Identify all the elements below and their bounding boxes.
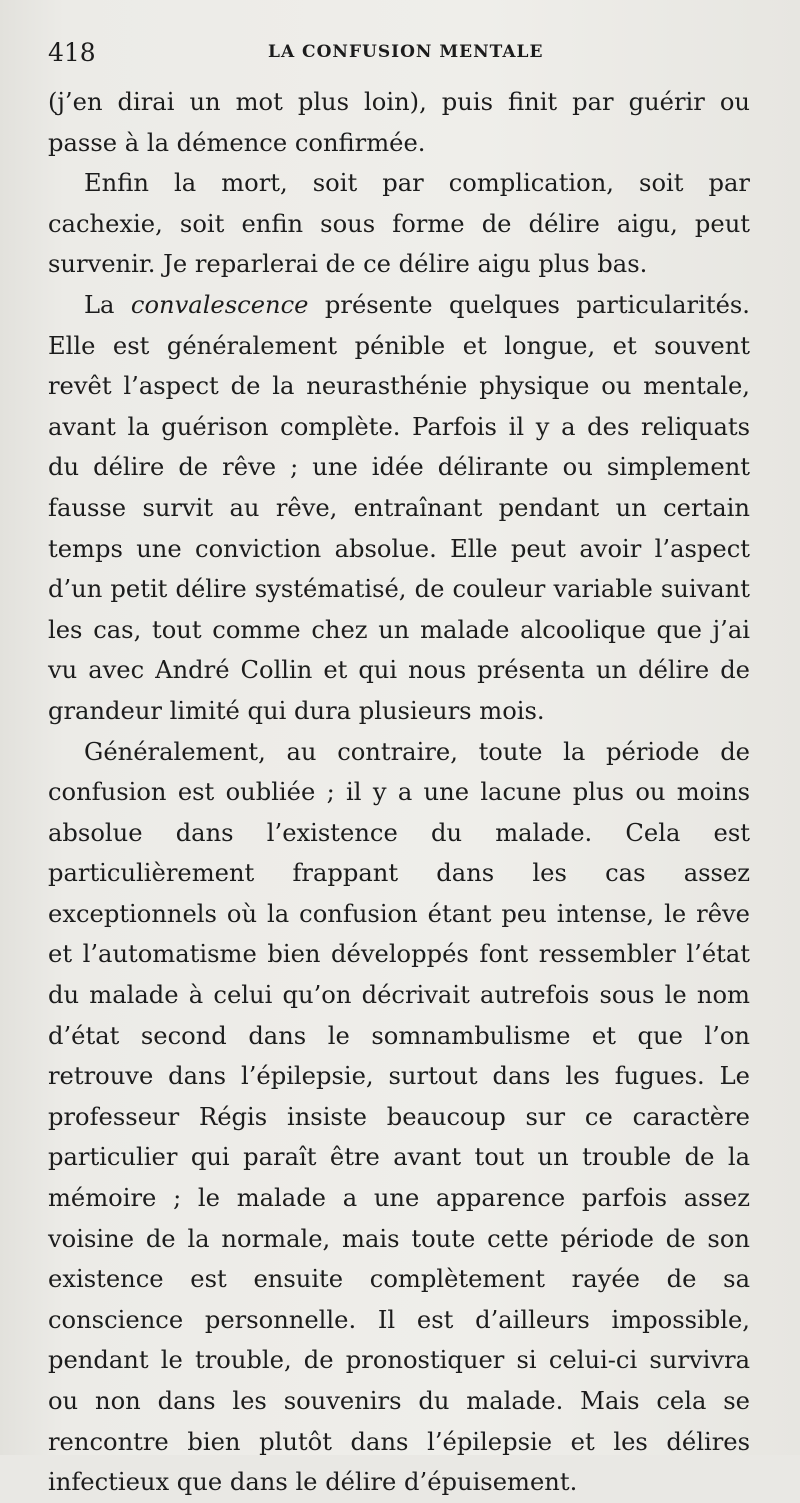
running-title: LA CONFUSION MENTALE (268, 42, 544, 62)
paragraph-text: Généralement, au contraire, toute la période de confusion est oubliée ; il y a une lacune plus ou moins absolue dans l’existence du malade. Cela est particulièrement frappant dans les cas assez exceptionnels où la confusion étant peu intense, le rêve et l’automatisme bien développés font ressembler l’état du malade à celui qu’on décrivait autrefois sous le nom d’état second dans le somnambulisme et que l’on retrouve dans l’épilepsie, surtout dans les fugues. Le professeur Régis insiste beaucoup sur ce caractère particulier qui paraît être avant tout un trouble de la mémoire ; le malade a une apparence parfois assez voisine de la normale, mais toute cette période de son existence est ensuite complètement rayée de sa conscience personnelle. Il est d’ailleurs impossible, pendant le trouble, de pronostiquer si celui-ci survivra ou non dans les souvenirs du malade. Mais cela se rencontre bien plutôt dans l’épilepsie et les délires infectieux que dans le délire d’épuisement. (48, 737, 750, 1497)
paragraph (48, 732, 750, 1503)
paragraph (48, 82, 750, 163)
paragraph-text: présente quelques particularités. Elle est généralement pénible et longue, et souvent revêt l’aspect de la neurasthénie physique ou mentale, avant la guérison complète. Parfois il y a des reliquats du délire de rêve ; une idée délirante ou simplement fausse survit au rêve, entraînant pendant un certain temps une conviction absolue. Elle peut avoir l’aspect d’un petit délire systématisé, de couleur variable suivant les cas, tout comme chez un malade alcoolique que j’ai vu avec André Collin et qui nous présenta un délire de grandeur limité qui dura plusieurs mois. (48, 290, 750, 725)
body-text (48, 82, 750, 1503)
paragraph-text: La (84, 290, 131, 319)
page-header (48, 38, 750, 82)
paragraph (48, 285, 750, 732)
paragraph-text: (j’en dirai un mot plus loin), puis finit par guérir ou passe à la démence confirmée. (48, 88, 750, 157)
italic-term: convalescence (130, 290, 309, 319)
paragraph (48, 163, 750, 285)
paragraph-text: Enfin la mort, soit par complication, soit par cachexie, soit enfin sous forme de délire aigu, peut survenir. Je reparlerai de ce délire aigu plus bas. (48, 169, 750, 279)
page-number: 418 (48, 38, 96, 67)
